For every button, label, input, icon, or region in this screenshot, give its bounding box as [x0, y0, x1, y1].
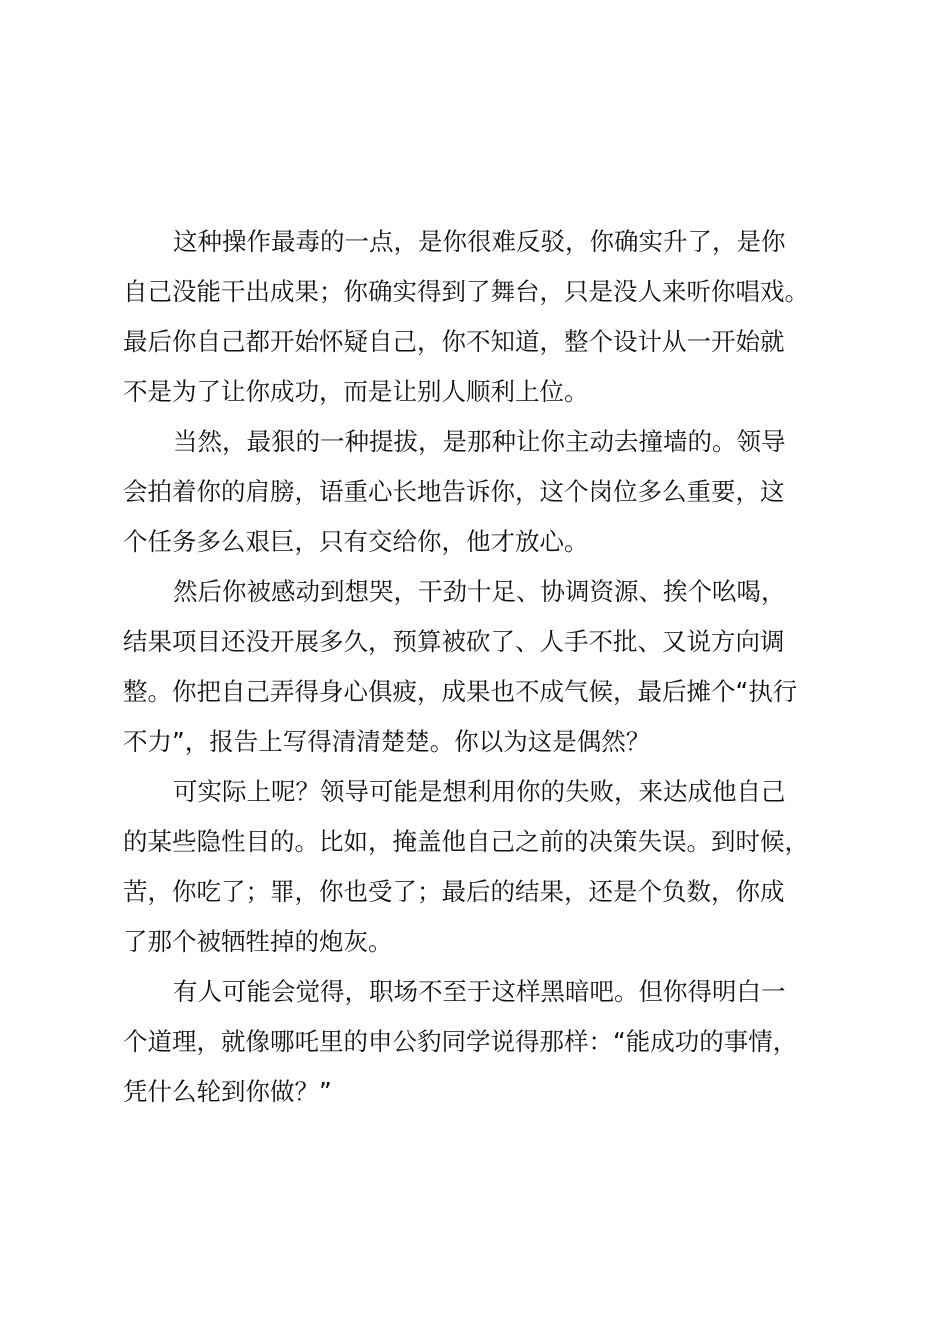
- paragraph: [123, 772, 843, 972]
- article-body: [123, 222, 843, 1122]
- text-line: 凭什么轮到你做？”: [123, 1077, 332, 1106]
- text-line: 整。你把自己弄得身心俱疲，成果也不成气候，最后摊个“执行: [123, 677, 798, 706]
- text-line: 会拍着你的肩膀，语重心长地告诉你，这个岗位多么重要，这: [123, 477, 785, 506]
- text-line: 然后你被感动到想哭，干劲十足、协调资源、挨个吆喝，: [173, 577, 786, 606]
- text-line: 有人可能会觉得，职场不至于这样黑暗吧。但你得明白一: [173, 977, 786, 1006]
- paragraph: [123, 422, 843, 572]
- paragraph: [123, 572, 843, 772]
- text-line: 自己没能干出成果；你确实得到了舞台，只是没人来听你唱戏。: [123, 277, 809, 306]
- text-line: 当然，最狠的一种提拔，是那种让你主动去撞墙的。领导: [173, 427, 786, 456]
- text-line: 个道理，就像哪吒里的申公豹同学说得那样：“能成功的事情，: [123, 1027, 798, 1056]
- text-line: 的某些隐性目的。比如，掩盖他自己之前的决策失误。到时候，: [123, 827, 809, 856]
- text-line: 苦，你吃了；罪，你也受了；最后的结果，还是个负数，你成: [123, 877, 785, 906]
- text-line: 了那个被牺牲掉的炮灰。: [123, 927, 393, 956]
- text-line: 不力”，报告上写得清清楚楚。你以为这是偶然？: [123, 727, 651, 756]
- paragraph: [123, 972, 843, 1122]
- text-line: 这种操作最毒的一点，是你很难反驳，你确实升了，是你: [173, 227, 786, 256]
- text-line: 不是为了让你成功，而是让别人顺利上位。: [123, 377, 589, 406]
- text-line: 最后你自己都开始怀疑自己，你不知道，整个设计从一开始就: [123, 327, 785, 356]
- text-line: 可实际上呢？领导可能是想利用你的失败，来达成他自己: [173, 777, 786, 806]
- paragraph: [123, 222, 843, 422]
- text-line: 个任务多么艰巨，只有交给你，他才放心。: [123, 527, 589, 556]
- text-line: 结果项目还没开展多久，预算被砍了、人手不批、又说方向调: [123, 627, 785, 656]
